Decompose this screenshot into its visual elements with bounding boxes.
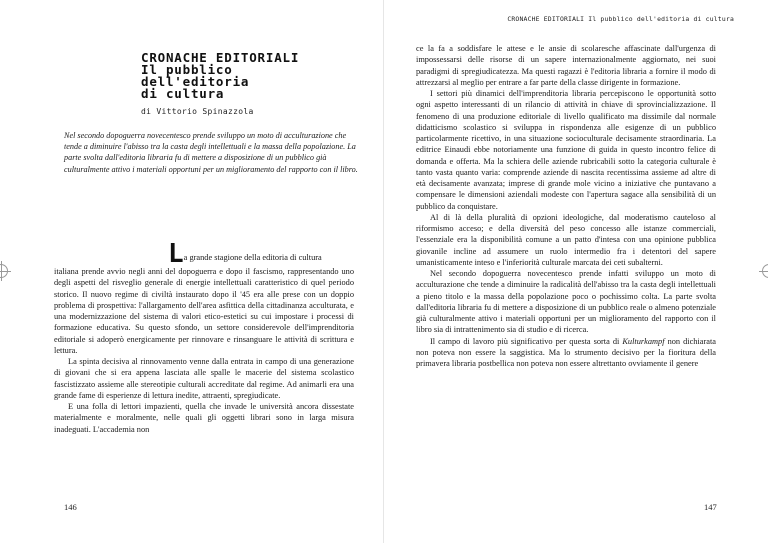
paragraph: I settori più dinamici dell'imprenditoria libraria percepiscono le opportunità sotto ogni aspetto interessanti di un rilancio di attività in chiave di sprovincializzazione. Il fenomeno di una produzione editoriale di livello qualificato ma dissimile dal normale didatticismo scolastico si sviluppa in rispondenza alle esigenze di un pubblico particolarmente ricettivo, in una situazione socioculturale decisamente straordinaria. La editrice Einaudi ebbe notoriamente una funzione di guida in questo incontro felice di domanda e offerta. Ma la schiera delle aziende rubricabili sotto la categoria culturale è tanto vasta quanto varia: comprende aziende di nascita recentissima assieme ad altre di età decisamente avanzata; imprese di grande mole vicino a iniziative che puntavano a compensare le dimensioni aziendali modeste con l'apertura sagace alla sensibilità di un pubblico da conquistare. bbox=[416, 89, 716, 211]
article-title-block bbox=[141, 52, 299, 116]
paragraph: ce la fa a soddisfare le attese e le ansie di scolaresche affascinate dall'urgenza di impossessarsi delle risorse di un sapere internazionalmente aggiornato, nei suoi paradigmi di spregiudicatezza. Ma questi ragazzi è l'editoria libraria a fornire il modo di attrezzarsi al meglio per entrare a far parte della classe dirigente in formazione. bbox=[416, 44, 716, 87]
crop-mark-left-icon bbox=[0, 264, 8, 278]
paragraph: Al di là della pluralità di opzioni ideologiche, dal moderatismo cauteloso al riformismo acceso; e della diversità del peso concesso alle istanze commerciali, l'essenziale era la disponibilità comune a un patto d'intesa con una opinione pubblica giovanile incline ad assumere un ruolo intermedio fra i detentori del sapere umanisticamente inteso e l'inferiorità culturale marcata dei ceti subalterni. bbox=[416, 212, 716, 267]
title-line-4: di cultura bbox=[141, 86, 225, 101]
paragraph bbox=[416, 336, 716, 370]
page-number-right: 147 bbox=[704, 502, 717, 512]
right-body-text bbox=[416, 43, 716, 369]
paragraph: italiana prende avvio negli anni del dopoguerra e dopo il fascismo, rappresentando uno degli aspetti del risveglio generale di energie intellettuali caratteristico di quel periodo storico. Il nuovo regime di civiltà instaurato dopo il '45 era alle prese con un doppio problema di prospettiva: l'allargamento dell'area asfittica della cittadinanza acculturata, e una modernizzazione del sistema di valori etico-estetici su cui impostare i processi di formazione educativa. Su questo sfondo, un settore considerevole dell'imprenditoria editoriale si adoperò energicamente per rinnovare e rinsanguare le attività di scrittura e lettura. bbox=[54, 267, 354, 355]
page-number-left: 146 bbox=[64, 502, 77, 512]
paragraph: Nel secondo dopoguerra novecentesco prende infatti sviluppo un moto di acculturazione che tende a diminuire la radicalità dell'abisso tra la casta degli intellettuali a pieno titolo e la massa della popolazione poco o pochissimo colta. La parte svolta dall'editoria libraria fu di mettere a disposizione di un pubblico reale o almeno potenziale già culturalmente attivo i materiali opportuni per un miglioramento del rapporto con il libro sia di intrattenimento sia di studio e di ricerca. bbox=[416, 269, 716, 335]
paragraph-text: non dichiarata non poteva non essere la saggistica. Ma lo strumento decisivo per la fioritura della primavera libraria postbellica non poteva non essere altrettanto ovviamente il genere bbox=[416, 336, 716, 368]
running-head: CRONACHE EDITORIALI Il pubblico dell'editoria di cultura bbox=[507, 15, 734, 23]
emphasis-term: Kulturkampf bbox=[622, 336, 665, 346]
abstract: Nel secondo dopoguerra novecentesco prende sviluppo un moto di acculturazione che tende a diminuire l'abisso tra la casta degli intellettuali e la massa della popolazione. La parte svolta dall'editoria libraria fu di mettere a disposizione di un pubblico già culturalmente attivo i materiali opportuni per un miglioramento del rapporto con il libro. bbox=[64, 131, 358, 174]
title-line-3: dell'editoria bbox=[141, 74, 250, 89]
opening-line bbox=[54, 239, 354, 269]
drop-cap: L bbox=[168, 239, 184, 269]
title-line-2: Il pubblico bbox=[141, 62, 233, 77]
paragraph: La spinta decisiva al rinnovamento venne dalla entrata in campo di una generazione di giovani che si era appena lasciata alle spalle le macerie del sistema scolastico fascistizzato assieme alle stereotipie culturali accreditate dal regime. Ad animarli era una grande fame di esperienze di lettura inedite, attraenti, spregiudicate. bbox=[54, 357, 354, 400]
opening-line-text: a grande stagione della editoria di cultura bbox=[183, 253, 322, 262]
author-byline: di Vittorio Spinazzola bbox=[141, 107, 254, 116]
title-line-1: CRONACHE EDITORIALI bbox=[141, 50, 300, 65]
paragraph: E una folla di lettori impazienti, quella che invade le università ancora dissestate materialmente e moralmente, nelle quali gli oggetti librari sono in larga misura inadeguati. L'accademia non bbox=[54, 402, 354, 434]
left-body-text bbox=[54, 266, 354, 435]
paragraph-text: Il campo di lavoro più significativo per questa sorta di bbox=[430, 336, 620, 346]
